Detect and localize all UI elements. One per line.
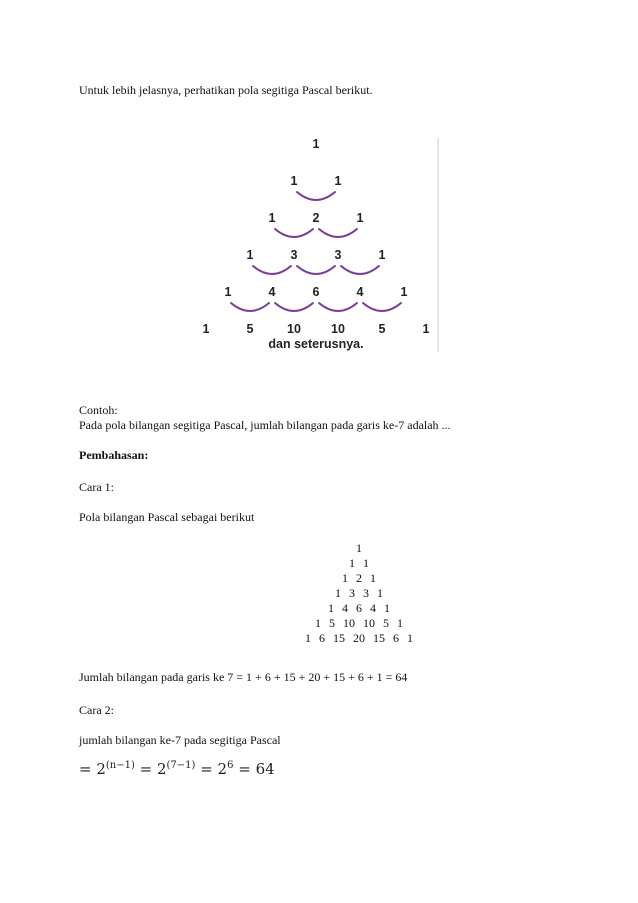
pascal-text-value: 3 bbox=[363, 586, 369, 600]
cara1-sum: Jumlah bilangan pada garis ke 7 = 1 + 6 + 15 + 20 + 15 + 6 + 1 = 64 bbox=[79, 670, 408, 684]
pascal-text-value: 1 bbox=[315, 616, 321, 630]
pascal-text-value: 1 bbox=[407, 631, 413, 645]
pascal-text-value: 1 bbox=[384, 601, 390, 615]
pascal-text-value: 6 bbox=[319, 631, 325, 645]
pascal-text-value: 1 bbox=[356, 541, 362, 555]
pascal-text-value: 1 bbox=[397, 616, 403, 630]
pascal-text-row bbox=[40, 586, 638, 600]
pascal-text-value: 4 bbox=[342, 601, 348, 615]
formula-eq3: = 2 bbox=[195, 760, 228, 778]
pascal-number: 10 bbox=[331, 322, 345, 336]
pascal-text-value: 1 bbox=[305, 631, 311, 645]
pascal-arc bbox=[231, 303, 269, 311]
formula-result: = 64 bbox=[233, 760, 275, 778]
pascal-text-value: 2 bbox=[356, 571, 362, 585]
pascal-number: 3 bbox=[290, 248, 298, 262]
figure-caption: dan seterusnya. bbox=[268, 337, 364, 351]
pascal-number: 1 bbox=[290, 174, 298, 188]
pascal-arc bbox=[319, 229, 357, 237]
pascal-arc bbox=[297, 192, 335, 200]
pascal-text-value: 1 bbox=[349, 556, 355, 570]
pascal-number: 1 bbox=[422, 322, 430, 336]
pascal-number: 1 bbox=[202, 322, 210, 336]
pascal-text-value: 1 bbox=[342, 571, 348, 585]
pascal-number: 1 bbox=[356, 211, 364, 225]
pascal-text-row bbox=[40, 601, 638, 615]
cara2-desc: jumlah bilangan ke-7 pada segitiga Pascal bbox=[79, 733, 281, 747]
pascal-text-value: 1 bbox=[370, 571, 376, 585]
intro-text: Untuk lebih jelasnya, perhatikan pola segitiga Pascal berikut. bbox=[79, 83, 373, 97]
cara1-desc: Pola bilangan Pascal sebagai berikut bbox=[79, 510, 255, 524]
pascal-number: 1 bbox=[378, 248, 386, 262]
pembahasan-label: Pembahasan: bbox=[79, 448, 149, 462]
formula-exp3: 6 bbox=[227, 760, 234, 771]
pascal-arc bbox=[275, 229, 313, 237]
pascal-text-row bbox=[40, 571, 638, 585]
pascal-text-value: 6 bbox=[356, 601, 362, 615]
pascal-number: 1 bbox=[246, 248, 254, 262]
pascal-number: 2 bbox=[312, 211, 320, 225]
pascal-text-row bbox=[40, 631, 638, 645]
pascal-number: 1 bbox=[224, 285, 232, 299]
pascal-text-value: 3 bbox=[349, 586, 355, 600]
pascal-text-value: 10 bbox=[343, 616, 355, 630]
pascal-number: 5 bbox=[246, 322, 254, 336]
pascal-arc bbox=[275, 303, 313, 311]
pascal-text-value: 5 bbox=[329, 616, 335, 630]
pascal-text-value: 5 bbox=[383, 616, 389, 630]
cara2-label: Cara 2: bbox=[79, 703, 114, 717]
pascal-arc bbox=[363, 303, 401, 311]
pascal-number: 1 bbox=[268, 211, 276, 225]
pascal-arc bbox=[319, 303, 357, 311]
pascal-text-value: 15 bbox=[333, 631, 345, 645]
pascal-number: 4 bbox=[356, 285, 364, 299]
pascal-text-value: 6 bbox=[393, 631, 399, 645]
pascal-arc bbox=[341, 266, 379, 274]
pascal-text-value: 1 bbox=[335, 586, 341, 600]
pascal-number: 1 bbox=[334, 174, 342, 188]
pascal-number: 1 bbox=[400, 285, 408, 299]
pascal-number: 3 bbox=[334, 248, 342, 262]
formula-exp2: (7−1) bbox=[166, 760, 196, 771]
pascal-text-value: 10 bbox=[363, 616, 375, 630]
pascal-text-row bbox=[40, 541, 638, 555]
formula-eq1: = 2 bbox=[79, 760, 106, 778]
pascal-text-row bbox=[40, 616, 638, 630]
formula-exp1: (n−1) bbox=[105, 760, 135, 771]
pascal-number: 4 bbox=[268, 285, 276, 299]
pascal-arc bbox=[297, 266, 335, 274]
pascal-triangle-figure bbox=[196, 130, 446, 360]
pascal-number: 1 bbox=[312, 137, 320, 151]
formula-eq2: = 2 bbox=[134, 760, 167, 778]
pascal-text-value: 1 bbox=[363, 556, 369, 570]
pascal-text-value: 20 bbox=[353, 631, 365, 645]
contoh-label: Contoh: bbox=[79, 403, 118, 417]
pascal-number: 10 bbox=[287, 322, 301, 336]
cara2-formula bbox=[79, 760, 275, 778]
pascal-text-value: 1 bbox=[328, 601, 334, 615]
pascal-text-value: 15 bbox=[373, 631, 385, 645]
cara1-label: Cara 1: bbox=[79, 480, 114, 494]
pascal-text-value: 4 bbox=[370, 601, 376, 615]
pascal-number: 6 bbox=[312, 285, 320, 299]
pascal-number: 5 bbox=[378, 322, 386, 336]
pascal-arc bbox=[253, 266, 291, 274]
pascal-text-row bbox=[40, 556, 638, 570]
pascal-text-value: 1 bbox=[377, 586, 383, 600]
contoh-question: Pada pola bilangan segitiga Pascal, jumlah bilangan pada garis ke-7 adalah ... bbox=[79, 418, 451, 432]
